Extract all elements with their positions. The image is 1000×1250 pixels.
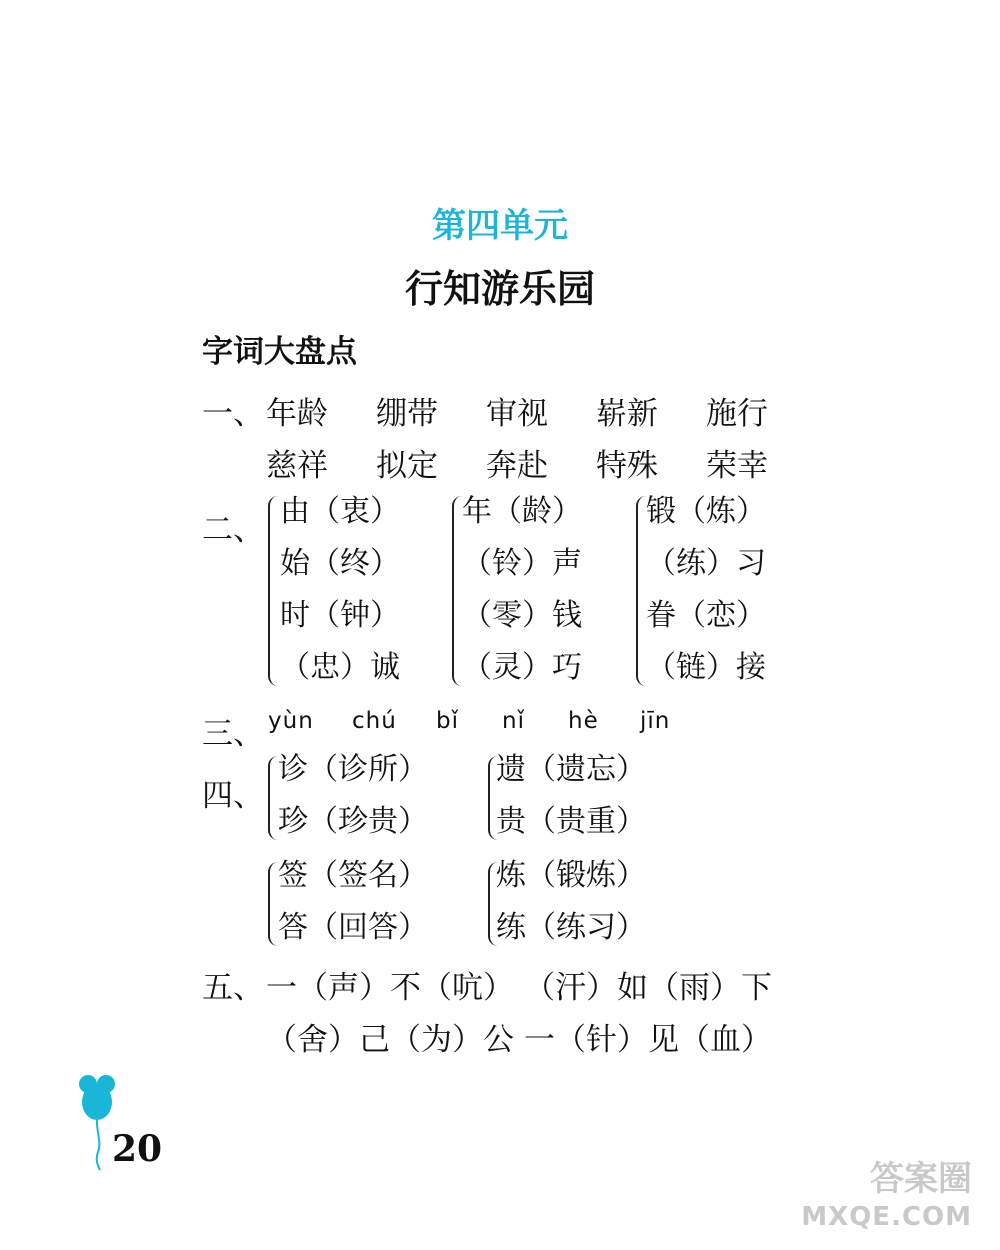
watermark [801,1160,972,1236]
word-item: 练（练习） [496,910,646,945]
word: 荣幸 [706,448,768,484]
word-item: （练）习 [646,546,766,581]
q1-number: 一、 [202,396,264,432]
idiom: （舍）己（为）公 [266,1022,514,1058]
q3-pinyin-row [268,708,670,734]
q4-group-4 [496,850,646,954]
word-item: （灵）巧 [462,650,582,685]
word-item: 签（签名） [278,858,428,893]
word-item: （链）接 [646,650,766,685]
q4-group-3 [278,850,428,954]
q3-number: 三、 [202,716,264,752]
word: 慈祥 [266,448,328,484]
word-item: （忠）诚 [280,650,400,685]
word: 拟定 [376,448,438,484]
word-item: 锻（炼） [646,494,766,529]
word: 特殊 [596,448,658,484]
watermark-text: 答案圈 [870,1159,972,1199]
q4-group-2 [496,744,646,848]
lesson-title: 行知游乐园 [404,266,595,311]
watermark-url: MXQE.COM [801,1202,972,1232]
pinyin: jīn [640,708,671,734]
pinyin: nǐ [502,708,525,734]
word: 奔赴 [486,448,548,484]
word-item: （零）钱 [462,598,582,633]
q1-row-1 [266,388,768,433]
section-heading: 字词大盘点 [202,334,357,370]
word-item: 时（钟） [280,598,400,633]
word: 年龄 [266,396,328,432]
word-item: 炼（锻炼） [496,858,646,893]
q2-number: 二、 [202,512,264,548]
word-item: 诊（诊所） [278,752,428,787]
word: 崭新 [596,396,658,432]
q5-row-2 [266,1014,772,1059]
pinyin: bǐ [436,708,459,734]
q5-number: 五、 [202,970,264,1006]
word-item: 眷（恋） [646,598,766,633]
pinyin: chú [352,708,397,734]
word: 审视 [486,396,548,432]
brace [268,496,280,686]
word-item: 遗（遗忘） [496,752,646,787]
q4-number: 四、 [202,778,264,814]
pinyin: yùn [268,708,314,734]
word-item: 答（回答） [278,910,428,945]
q5-row-1 [266,962,772,1007]
word-item: 始（终） [280,546,400,581]
q2-group-2 [462,486,582,694]
word-item: 年（龄） [462,494,582,529]
q2-group-1 [280,486,400,694]
mouse-icon [76,1072,116,1172]
q4-group-1 [278,744,428,848]
word-item: 贵（贵重） [496,804,646,839]
word-item: （铃）声 [462,546,582,581]
idiom: 一（声）不（吭） [266,970,514,1006]
unit-title: 第四单元 [432,206,568,246]
pinyin: hè [568,708,599,734]
q1-row-2 [266,440,768,485]
idiom: 一（针）见（血） [524,1022,772,1058]
word-item: 珍（珍贵） [278,804,428,839]
q2-group-3 [646,486,766,694]
word: 施行 [706,396,768,432]
idiom: （汗）如（雨）下 [524,970,772,1006]
word-item: 由（衷） [280,494,400,529]
word: 绷带 [376,396,438,432]
page-number: 20 [112,1128,163,1170]
